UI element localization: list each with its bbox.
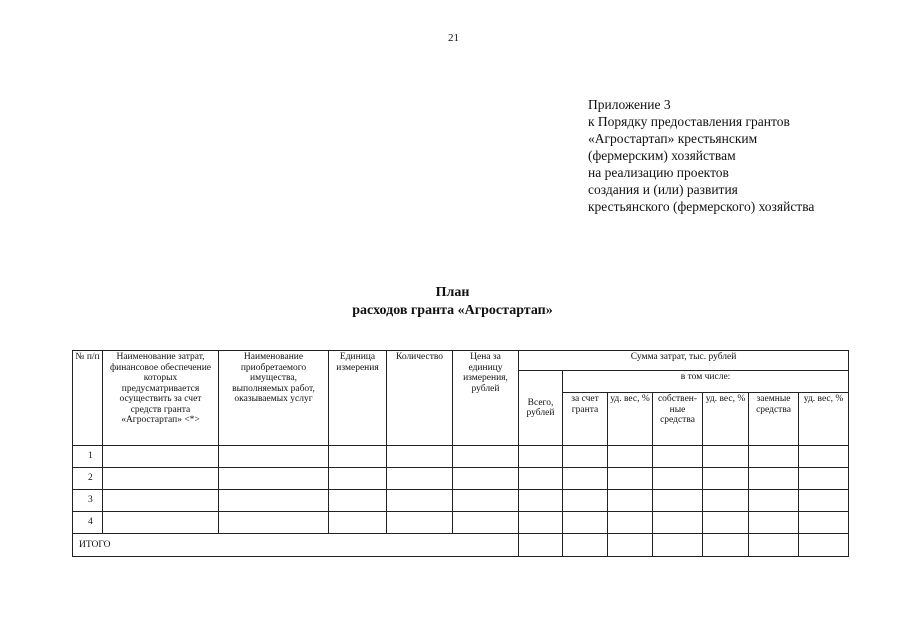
table-cell	[608, 490, 653, 512]
header-sum: Сумма затрат, тыс. рублей	[519, 351, 849, 371]
header-grant: за счет гранта	[563, 393, 608, 446]
header-total: Всего, рублей	[519, 371, 563, 446]
header-price: Цена за единицу измерения, рублей	[453, 351, 519, 446]
table-cell	[329, 512, 387, 534]
appendix-line: на реализацию проектов	[588, 165, 729, 180]
table-cell	[703, 446, 749, 468]
table-cell	[799, 468, 849, 490]
table-cell	[563, 534, 608, 557]
table-cell	[519, 490, 563, 512]
table-cell	[103, 446, 219, 468]
table-cell	[653, 534, 703, 557]
table-cell	[219, 490, 329, 512]
table-cell	[749, 468, 799, 490]
header-unit: Единица измерения	[329, 351, 387, 446]
table-cell	[563, 468, 608, 490]
table-row	[73, 446, 849, 468]
table-cell	[608, 446, 653, 468]
page-number: 21	[448, 32, 459, 44]
header-borrowed: заемные средства	[749, 393, 799, 446]
table-cell	[563, 446, 608, 468]
table-cell	[749, 490, 799, 512]
table-cell	[608, 512, 653, 534]
table-cell	[563, 490, 608, 512]
appendix-note	[588, 96, 814, 215]
table-cell	[608, 468, 653, 490]
table-cell	[703, 534, 749, 557]
appendix-line: крестьянского (фермерского) хозяйства	[588, 199, 815, 214]
table-cell	[453, 512, 519, 534]
table-row	[73, 490, 849, 512]
total-label: ИТОГО	[73, 534, 519, 557]
table-cell	[453, 446, 519, 468]
table-cell	[387, 446, 453, 468]
appendix-line: Приложение 3	[588, 97, 671, 112]
header-item-name: Наименование приобретаемого имущества, выполняемых работ, оказываемых услуг	[219, 351, 329, 446]
header-including: в том числе:	[563, 371, 849, 393]
table-cell	[703, 490, 749, 512]
table-cell	[653, 468, 703, 490]
row-number: 3	[73, 490, 103, 512]
table-cell	[103, 468, 219, 490]
table-cell	[519, 534, 563, 557]
table-cell	[653, 490, 703, 512]
row-number: 2	[73, 468, 103, 490]
table-cell	[329, 468, 387, 490]
table-cell	[563, 512, 608, 534]
table-cell	[219, 446, 329, 468]
header-share-1: уд. вес, %	[608, 393, 653, 446]
total-row	[73, 534, 849, 557]
table-cell	[103, 490, 219, 512]
table-cell	[799, 446, 849, 468]
table-cell	[703, 512, 749, 534]
table-cell	[703, 468, 749, 490]
table-cell	[799, 490, 849, 512]
table-cell	[653, 446, 703, 468]
appendix-line: создания и (или) развития	[588, 182, 738, 197]
header-own-funds: собствен-ные средства	[653, 393, 703, 446]
table-cell	[453, 468, 519, 490]
row-number: 4	[73, 512, 103, 534]
table-cell	[219, 512, 329, 534]
header-num: № п/п	[73, 351, 103, 446]
header-share-2: уд. вес, %	[703, 393, 749, 446]
table-cell	[608, 534, 653, 557]
appendix-line: (фермерским) хозяйствам	[588, 148, 736, 163]
table-cell	[387, 468, 453, 490]
table-cell	[103, 512, 219, 534]
table-row	[73, 512, 849, 534]
table-cell	[749, 446, 799, 468]
table-cell	[749, 512, 799, 534]
header-cost-name: Наименование затрат, финансовое обеспечение которых предусматривается осуществить за счет средств гранта «Агростартап» <*>	[103, 351, 219, 446]
table-cell	[519, 512, 563, 534]
table-cell	[329, 446, 387, 468]
table-cell	[653, 512, 703, 534]
table-cell	[799, 512, 849, 534]
table-cell	[219, 468, 329, 490]
row-number: 1	[73, 446, 103, 468]
table-cell	[519, 468, 563, 490]
table-cell	[519, 446, 563, 468]
appendix-line: «Агростартап» крестьянским	[588, 131, 758, 146]
header-quantity: Количество	[387, 351, 453, 446]
table-cell	[387, 512, 453, 534]
table-cell	[749, 534, 799, 557]
title-line: расходов гранта «Агростартап»	[352, 303, 553, 318]
document-title	[0, 284, 905, 320]
table-cell	[387, 490, 453, 512]
header-share-3: уд. вес, %	[799, 393, 849, 446]
appendix-line: к Порядку предоставления грантов	[588, 114, 790, 129]
table-cell	[453, 490, 519, 512]
table-cell	[799, 534, 849, 557]
table-row	[73, 468, 849, 490]
expense-plan-table	[72, 350, 849, 557]
title-line: План	[435, 285, 470, 300]
table-cell	[329, 490, 387, 512]
